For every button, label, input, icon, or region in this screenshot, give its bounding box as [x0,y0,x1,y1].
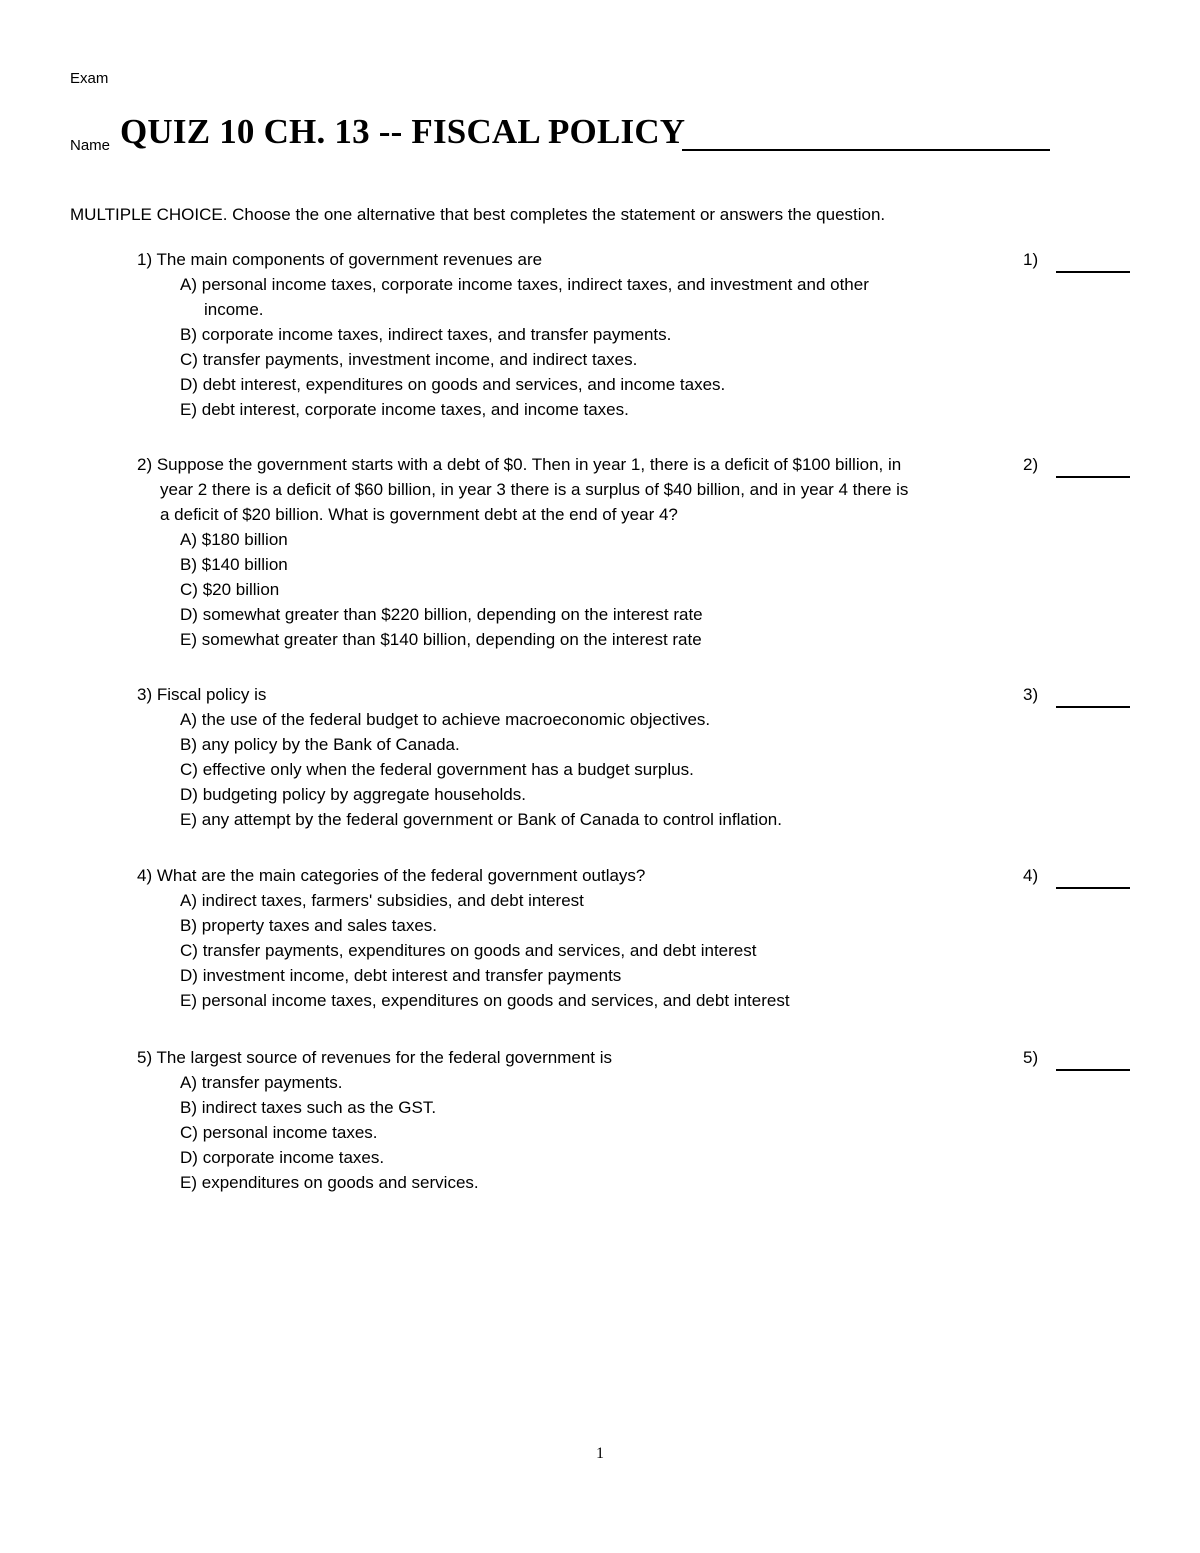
option-d[interactable] [180,1145,980,1170]
option-e[interactable] [180,988,980,1013]
option-letter: D) [180,375,198,394]
option-letter: B) [180,325,197,344]
option-letter: E) [180,630,197,649]
option-letter: D) [180,605,198,624]
option-letter: A) [180,275,197,294]
option-letter: D) [180,1148,198,1167]
name-label: Name [70,137,111,154]
answer-blank[interactable] [1056,706,1130,708]
option-letter: A) [180,530,197,549]
option-text-continued: income. [204,300,264,319]
option-text: personal income taxes. [202,1123,378,1142]
answer-blank[interactable] [1056,476,1130,478]
option-text: transfer payments, expenditures on goods and services, and debt interest [202,941,757,960]
option-b[interactable] [180,1095,980,1120]
option-text: $180 billion [201,530,288,549]
option-e[interactable] [180,397,980,422]
option-text: any policy by the Bank of Canada. [201,735,460,754]
option-letter: E) [180,810,197,829]
option-d[interactable] [180,602,980,627]
option-text: the use of the federal budget to achieve macroeconomic objectives. [201,710,711,729]
option-letter: B) [180,555,197,574]
question-stem-line-2: year 2 there is a deficit of $60 billion, in year 3 there is a surplus of $40 billion, and in year 4 there is [160,480,909,499]
option-letter: C) [180,350,198,369]
option-e[interactable] [180,627,980,652]
question-stem: 2) Suppose the government starts with a debt of $0. Then in year 1, there is a deficit of $100 billion, in [137,455,902,474]
option-letter: C) [180,760,198,779]
option-text: effective only when the federal government has a budget surplus. [202,760,694,779]
option-letter: A) [180,1073,197,1092]
option-a[interactable] [180,527,980,552]
option-letter: D) [180,966,198,985]
answer-number: 4) [1023,866,1039,885]
answer-blank[interactable] [1056,1069,1130,1071]
option-text: somewhat greater than $220 billion, depending on the interest rate [202,605,703,624]
option-c[interactable] [180,938,980,963]
option-a[interactable] [180,1070,980,1095]
answer-blank[interactable] [1056,887,1130,889]
option-text: debt interest, expenditures on goods and services, and income taxes. [202,375,726,394]
option-letter: B) [180,916,197,935]
option-b[interactable] [180,913,980,938]
option-text: any attempt by the federal government or Bank of Canada to control inflation. [201,810,782,829]
option-text: indirect taxes such as the GST. [201,1098,437,1117]
option-text: $20 billion [202,580,280,599]
option-b[interactable] [180,322,980,347]
option-text: somewhat greater than $140 billion, depending on the interest rate [201,630,702,649]
answer-number: 5) [1023,1048,1039,1067]
option-letter: E) [180,991,197,1010]
option-b[interactable] [180,732,980,757]
answer-number: 2) [1023,455,1039,474]
option-text: indirect taxes, farmers' subsidies, and debt interest [201,891,584,910]
instructions: MULTIPLE CHOICE. Choose the one alternative that best completes the statement or answers the question. [70,205,886,224]
option-text: corporate income taxes. [202,1148,385,1167]
question-stem-line-3: a deficit of $20 billion. What is government debt at the end of year 4? [160,505,678,524]
option-a[interactable] [180,888,980,913]
option-b[interactable] [180,552,980,577]
option-text: transfer payments, investment income, and indirect taxes. [202,350,638,369]
page-number: 1 [596,1445,604,1462]
option-text: personal income taxes, corporate income taxes, indirect taxes, and investment and other [201,275,869,294]
option-text: property taxes and sales taxes. [201,916,438,935]
option-c[interactable] [180,1120,980,1145]
option-c[interactable] [180,757,980,782]
option-text: budgeting policy by aggregate households. [202,785,526,804]
option-letter: E) [180,400,197,419]
option-d[interactable] [180,782,980,807]
answer-blank[interactable] [1056,271,1130,273]
option-letter: C) [180,941,198,960]
exam-label: Exam [70,70,109,87]
question-stem: 3) Fiscal policy is [137,685,267,704]
quiz-title: QUIZ 10 CH. 13 -- FISCAL POLICY [120,112,686,151]
answer-number: 1) [1023,250,1039,269]
option-letter: B) [180,735,197,754]
question-stem: 4) What are the main categories of the federal government outlays? [137,866,646,885]
name-blank-line[interactable] [682,149,1050,151]
option-text: expenditures on goods and services. [201,1173,479,1192]
option-letter: A) [180,891,197,910]
option-text: debt interest, corporate income taxes, and income taxes. [201,400,629,419]
option-text: investment income, debt interest and transfer payments [202,966,622,985]
option-d[interactable] [180,963,980,988]
name-row [70,112,1060,162]
answer-number: 3) [1023,685,1039,704]
option-letter: A) [180,710,197,729]
option-e[interactable] [180,1170,980,1195]
question-stem: 5) The largest source of revenues for the federal government is [137,1048,612,1067]
option-letter: D) [180,785,198,804]
option-text: corporate income taxes, indirect taxes, and transfer payments. [201,325,672,344]
option-text: personal income taxes, expenditures on goods and services, and debt interest [201,991,790,1010]
option-text: $140 billion [201,555,288,574]
option-c[interactable] [180,347,980,372]
option-letter: B) [180,1098,197,1117]
option-e[interactable] [180,807,980,832]
option-a[interactable] [180,707,980,732]
option-letter: C) [180,1123,198,1142]
option-a[interactable] [180,272,980,322]
option-letter: E) [180,1173,197,1192]
question-stem: 1) The main components of government revenues are [137,250,543,269]
option-d[interactable] [180,372,980,397]
option-letter: C) [180,580,198,599]
option-text: transfer payments. [201,1073,343,1092]
option-c[interactable] [180,577,980,602]
